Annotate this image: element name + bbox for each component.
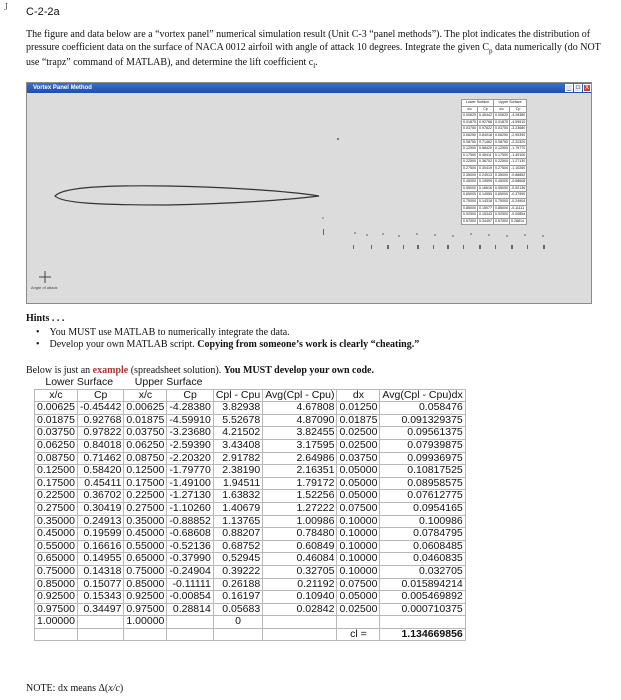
mini-cell: 0.00625 [494, 113, 510, 120]
footnote-c: ) [119, 683, 124, 694]
mini-cell: 0.97500 [462, 218, 478, 225]
table-cell: 0.10000 [337, 515, 380, 528]
table-cell: 0.100986 [380, 515, 465, 528]
table-cell: 0.07500 [337, 502, 380, 515]
mini-cell: 0.92768 [478, 119, 494, 126]
table-cell: 0.36702 [77, 490, 123, 503]
close-icon: X [584, 85, 589, 91]
table-row [35, 540, 466, 553]
table-cell: 0.39222 [213, 565, 262, 578]
mini-row [462, 119, 527, 126]
mini-cell: 0.01875 [462, 119, 478, 126]
table-cell: -0.37990 [167, 553, 213, 566]
table-row [35, 427, 466, 440]
table-cell: 0.02842 [263, 603, 337, 616]
mini-cell: 0.15343 [478, 212, 494, 219]
table-cell: 0.10817525 [380, 465, 465, 478]
table-cell: 0.12500 [124, 465, 167, 478]
mini-cell: -0.68608 [510, 179, 527, 186]
hint-bullet-1: • You MUST use MATLAB to numerically integrate the data. [36, 327, 290, 338]
table-cell: -1.49100 [167, 477, 213, 490]
table-cell: 0.01875 [337, 414, 380, 427]
mini-cell: 0.35000 [494, 172, 510, 179]
table-cell: 0.10000 [337, 565, 380, 578]
mini-cell: 0.45442 [478, 113, 494, 120]
group-header-lower: Lower Surface [45, 376, 114, 388]
table-row [35, 565, 466, 578]
table-cell: 1.40679 [213, 502, 262, 515]
table-row [35, 603, 466, 616]
table-cell: 0.97500 [35, 603, 78, 616]
table-cell: -0.00854 [167, 591, 213, 604]
table-cell: 0.92500 [124, 591, 167, 604]
axis-caption: Angle of attack [31, 285, 58, 290]
table-cell: 0.06250 [35, 439, 78, 452]
table-cell: 1.13765 [213, 515, 262, 528]
table-cell: 0.07500 [337, 578, 380, 591]
corner-mark: J [4, 2, 8, 13]
table-row [35, 528, 466, 541]
mini-cell: 0.65000 [494, 192, 510, 199]
table-cell: 2.38190 [213, 465, 262, 478]
column-header: x/c [124, 389, 167, 402]
mini-row [462, 218, 527, 225]
maximize-icon: □ [574, 84, 582, 92]
mini-cell: 0.08750 [462, 139, 478, 146]
table-cell: -1.27130 [167, 490, 213, 503]
mini-cell: 0.15077 [478, 205, 494, 212]
table-row [35, 439, 466, 452]
mini-row [462, 179, 527, 186]
mini-cell: 0.00625 [462, 113, 478, 120]
table-cell: 0.02500 [337, 427, 380, 440]
mini-row [462, 205, 527, 212]
mini-group-upper: Upper Surface [494, 100, 527, 107]
column-header: Avg(Cpl - Cpu) [263, 389, 337, 402]
hint-bullet-2-b: Copying from someone’s work is clearly “cheating.” [197, 339, 420, 350]
table-cell: 0.14318 [77, 565, 123, 578]
mini-cell: 0.97500 [494, 218, 510, 225]
table-cell: -2.59390 [167, 439, 213, 452]
hint-bullet-2-a: Develop your own MATLAB script. [49, 339, 198, 350]
mini-row [462, 113, 527, 120]
table-cell: 0.55000 [124, 540, 167, 553]
table-cell: 0.55000 [35, 540, 78, 553]
mini-cell: 0.16616 [478, 185, 494, 192]
table-cell: 4.67808 [263, 402, 337, 415]
table-row-last [35, 616, 466, 629]
table-cell: 0.75000 [35, 565, 78, 578]
table-cell: 0.10000 [337, 528, 380, 541]
mini-cell: 0.17500 [462, 152, 478, 159]
table-cell: 0.84018 [77, 439, 123, 452]
cl-label: cl = [337, 628, 380, 641]
footnote-b: x/c [108, 683, 120, 694]
table-cell: -0.52136 [167, 540, 213, 553]
table-cell: 0.45000 [35, 528, 78, 541]
table-cell: 0.058476 [380, 402, 465, 415]
column-header: Avg(Cpl - Cpu)dx [380, 389, 465, 402]
table-row [35, 452, 466, 465]
mini-col-header: x/c [462, 106, 478, 113]
window-titlebar [27, 83, 591, 93]
table-cell: 0.06250 [124, 439, 167, 452]
column-header: Cpl - Cpu [213, 389, 262, 402]
mini-row [462, 126, 527, 133]
table-cell: 1.63832 [213, 490, 262, 503]
table-cell: 0.05000 [337, 465, 380, 478]
mini-cell: -2.20320 [510, 139, 527, 146]
mini-cell: 0.12500 [462, 146, 478, 153]
table-cell: 0.68752 [213, 540, 262, 553]
mini-cell: 0.84018 [478, 132, 494, 139]
mini-cell: 0.08750 [494, 139, 510, 146]
mini-col-header: x/c [494, 106, 510, 113]
table-cell: 0.0954165 [380, 502, 465, 515]
solution-table [34, 377, 466, 641]
table-cell: 1.27222 [263, 502, 337, 515]
mini-cell: 0.58420 [478, 146, 494, 153]
table-cell: 0.21192 [263, 578, 337, 591]
group-header-upper: Upper Surface [134, 376, 203, 388]
table-row [35, 414, 466, 427]
table-cell: 0.16616 [77, 540, 123, 553]
table-cell: 4.87090 [263, 414, 337, 427]
table-cell: 2.64986 [263, 452, 337, 465]
mini-cell: 0.45411 [478, 152, 494, 159]
table-cell: 0.10000 [337, 553, 380, 566]
mini-cell: 0.97822 [478, 126, 494, 133]
table-cell: 0.03750 [337, 452, 380, 465]
mini-cell: 0.85000 [462, 205, 478, 212]
table-cell: 0.01250 [337, 402, 380, 415]
mini-cell: -1.79770 [510, 146, 527, 153]
mini-cell: 0.19599 [478, 179, 494, 186]
table-cell: 0.0608485 [380, 540, 465, 553]
table-row [35, 578, 466, 591]
table-row [35, 515, 466, 528]
table-cell: -3.23680 [167, 427, 213, 440]
hints-title: Hints . . . [26, 313, 65, 324]
table-row [35, 477, 466, 490]
table-cell: 0.85000 [124, 578, 167, 591]
table-cell: 0.05683 [213, 603, 262, 616]
mini-group-lower: Lower Surface [462, 100, 494, 107]
table-cell [77, 616, 123, 629]
column-header: Cp [77, 389, 123, 402]
table-cell: 0.015894214 [380, 578, 465, 591]
mini-cell: -4.59910 [510, 119, 527, 126]
column-header: dx [337, 389, 380, 402]
footnote [26, 683, 123, 694]
mini-cell: 0.06250 [462, 132, 478, 139]
mini-cell: -0.52136 [510, 185, 527, 192]
table-cell: -4.59910 [167, 414, 213, 427]
table-cell: 0.19599 [77, 528, 123, 541]
table-cell: 2.91782 [213, 452, 262, 465]
table-cell: 0.88207 [213, 528, 262, 541]
table-cell: 0.0460835 [380, 553, 465, 566]
mini-cell: 0.34497 [478, 218, 494, 225]
table-cell: -0.88852 [167, 515, 213, 528]
hint-bullet-2: • Develop your own MATLAB script. Copying from someone’s work is clearly “cheating.” [36, 339, 420, 350]
example-note-c: (spreadsheet solution). [128, 365, 224, 376]
table-cell: 0.65000 [124, 553, 167, 566]
table-cell: 0 [213, 616, 262, 629]
mini-cell: 0.17500 [494, 152, 510, 159]
table-cell: 0.22500 [124, 490, 167, 503]
table-cell: -2.20320 [167, 452, 213, 465]
table-cell: 0.30419 [77, 502, 123, 515]
table-cell: 0.10940 [263, 591, 337, 604]
footnote-a: NOTE: dx means Δ( [26, 683, 109, 694]
intro-part-2: data numerically (do NOT use “trapz” command of MATLAB), and determine the lift coefficient c [26, 41, 601, 68]
mini-row [462, 185, 527, 192]
table-cell: 0.92500 [35, 591, 78, 604]
table-cell: 3.82455 [263, 427, 337, 440]
table-cell: 0.091329375 [380, 414, 465, 427]
mini-row [462, 212, 527, 219]
mini-cell: 0.12500 [494, 146, 510, 153]
intro-sub-1: p [488, 46, 493, 55]
table-cell: 0.01875 [35, 414, 78, 427]
example-note-d: You MUST develop your own code. [223, 365, 374, 376]
mini-cell: 0.55000 [462, 185, 478, 192]
table-cell: 0.032705 [380, 565, 465, 578]
table-cell: 0.08750 [124, 452, 167, 465]
example-note [26, 365, 374, 376]
mini-cell: 0.14318 [478, 198, 494, 205]
mini-cell: 0.92500 [462, 212, 478, 219]
intro-sub-2: l [313, 62, 316, 70]
table-cell: 0.24913 [77, 515, 123, 528]
table-cell: 0.000710375 [380, 603, 465, 616]
table-cell: -1.10260 [167, 502, 213, 515]
table-row [35, 553, 466, 566]
mini-cell: 0.85000 [494, 205, 510, 212]
mini-cell: 0.35000 [462, 172, 478, 179]
table-cell: 0.97822 [77, 427, 123, 440]
table-row [35, 502, 466, 515]
mini-cell: -0.24904 [510, 198, 527, 205]
table-cell: 0.12500 [35, 465, 78, 478]
mini-cell: 0.24913 [478, 172, 494, 179]
table-cell: 0.0784795 [380, 528, 465, 541]
mini-cell: 0.92500 [494, 212, 510, 219]
mini-row [462, 132, 527, 139]
table-cell [167, 616, 213, 629]
table-cell: -0.11111 [167, 578, 213, 591]
table-cell: 0.02500 [337, 439, 380, 452]
problem-id: C-2-2a [26, 6, 60, 18]
mini-cell: 0.03750 [494, 126, 510, 133]
table-cell: 1.52256 [263, 490, 337, 503]
mini-cell: -1.10260 [510, 165, 527, 172]
mini-cell: -0.37990 [510, 192, 527, 199]
table-cell: 0.05000 [337, 477, 380, 490]
table-cell: 0.35000 [35, 515, 78, 528]
mini-cell: -1.49100 [510, 152, 527, 159]
table-cell: 0.60849 [263, 540, 337, 553]
table-row [35, 402, 466, 415]
table-cell: 1.79172 [263, 477, 337, 490]
table-cell: -0.45442 [77, 402, 123, 415]
table-cell: 1.00000 [124, 616, 167, 629]
mini-row [462, 146, 527, 153]
table-cell: 0.05000 [337, 490, 380, 503]
mini-cell: 0.27500 [462, 165, 478, 172]
table-cell: 0.27500 [35, 502, 78, 515]
mini-cell: 0.71462 [478, 139, 494, 146]
cl-value: 1.134669856 [380, 628, 465, 641]
mini-cell: -0.88852 [510, 172, 527, 179]
mini-cell: 0.75000 [462, 198, 478, 205]
table-cell: 0.85000 [35, 578, 78, 591]
mini-cell: -0.00854 [510, 212, 527, 219]
table-cell: 0.15343 [77, 591, 123, 604]
table-cell: 0.32705 [263, 565, 337, 578]
intro-part-1: The figure and data below are a “vortex panel” numerical simulation result (Unit C-3 “panel methods”). The plot indicates the distribution of pressure coefficient data on the surface of NACA 0012 airfoil with angle of attack 10 degrees. Integrate the given C [26, 29, 591, 53]
table-cell: 5.52678 [213, 414, 262, 427]
table-cell: 0.58420 [77, 465, 123, 478]
table-cell: -0.24904 [167, 565, 213, 578]
table-cell: 0.92768 [77, 414, 123, 427]
column-header: x/c [35, 389, 78, 402]
table-cell: 0.15077 [77, 578, 123, 591]
table-cell: 0.01875 [124, 414, 167, 427]
mini-row [462, 152, 527, 159]
table-cell: 0.65000 [35, 553, 78, 566]
mini-col-header: Cp [478, 106, 494, 113]
table-cell: 0.17500 [35, 477, 78, 490]
table-cell: 0.45000 [124, 528, 167, 541]
table-cell: -1.79770 [167, 465, 213, 478]
mini-cell: 0.30419 [478, 165, 494, 172]
table-cell: 3.43408 [213, 439, 262, 452]
cp-point [337, 138, 339, 140]
mini-cell: -1.27130 [510, 159, 527, 166]
mini-row [462, 192, 527, 199]
mini-cell: -4.28380 [510, 113, 527, 120]
mini-cell: -0.11111 [510, 205, 527, 212]
table-cell: 2.16351 [263, 465, 337, 478]
table-cell: 0.08958575 [380, 477, 465, 490]
mini-cell: 0.65000 [462, 192, 478, 199]
table-cell: 0.97500 [124, 603, 167, 616]
table-cell: 0.005469892 [380, 591, 465, 604]
mini-col-header: Cp [510, 106, 527, 113]
table-cell: 0.17500 [124, 477, 167, 490]
mini-cell: 0.28814 [510, 218, 527, 225]
table-cell: 0.27500 [124, 502, 167, 515]
table-cell: 3.82938 [213, 402, 262, 415]
table-cell: 0.45411 [77, 477, 123, 490]
table-cell: 0.46084 [263, 553, 337, 566]
table-cell: 0.00625 [35, 402, 78, 415]
table-cell: 0.52945 [213, 553, 262, 566]
cp-point [322, 217, 324, 219]
mini-row [462, 172, 527, 179]
mini-row [462, 159, 527, 166]
table-cell: -0.68608 [167, 528, 213, 541]
table-cell: 4.21502 [213, 427, 262, 440]
table-row [35, 591, 466, 604]
table-cell: 0.09936975 [380, 452, 465, 465]
table-cell: 0.78480 [263, 528, 337, 541]
mini-row [462, 198, 527, 205]
table-cell: 0.02500 [337, 603, 380, 616]
example-note-b: example [92, 365, 129, 376]
table-cell: 0.03750 [35, 427, 78, 440]
table-cell: 0.34497 [77, 603, 123, 616]
mini-cell: -2.59390 [510, 132, 527, 139]
table-cell: 0.10000 [337, 540, 380, 553]
mini-cell: 0.03750 [462, 126, 478, 133]
mini-cell: 0.75000 [494, 198, 510, 205]
table-cell: 0.07939875 [380, 439, 465, 452]
column-header: Cp [167, 389, 213, 402]
mini-cell: 0.06250 [494, 132, 510, 139]
mini-cell: 0.01875 [494, 119, 510, 126]
simulation-screenshot [26, 82, 592, 304]
table-cell: 0.00625 [124, 402, 167, 415]
table-cell: 0.14955 [77, 553, 123, 566]
table-cell: 0.16197 [213, 591, 262, 604]
mini-cell: -3.23680 [510, 126, 527, 133]
minimize-icon: _ [565, 84, 573, 92]
table-row [35, 490, 466, 503]
table-cell: 0.07612775 [380, 490, 465, 503]
mini-cell: 0.55000 [494, 185, 510, 192]
table-cell: 0.09561375 [380, 427, 465, 440]
mini-cell: 0.22500 [494, 159, 510, 166]
example-note-a: Below is just an [26, 365, 93, 376]
table-cell: 1.00000 [35, 616, 78, 629]
table-cell: 0.22500 [35, 490, 78, 503]
intro-part-3: . [315, 57, 318, 68]
problem-statement [26, 29, 611, 73]
table-cell: 1.94511 [213, 477, 262, 490]
mini-cell: 0.36702 [478, 159, 494, 166]
mini-cell: 0.27500 [494, 165, 510, 172]
mini-cell: 0.45000 [494, 179, 510, 186]
table-cell: 0.75000 [124, 565, 167, 578]
table-cell: 0.28814 [167, 603, 213, 616]
table-cell: 0.26188 [213, 578, 262, 591]
mini-cell: 0.45000 [462, 179, 478, 186]
table-cell: 0.05000 [337, 591, 380, 604]
table-cell: 0.71462 [77, 452, 123, 465]
mini-data-table [461, 99, 527, 225]
table-row [35, 465, 466, 478]
table-cell: 0.08750 [35, 452, 78, 465]
hint-bullet-1-text: You MUST use MATLAB to numerically integrate the data. [49, 327, 290, 338]
table-cell: 0.35000 [124, 515, 167, 528]
window-title: Vortex Panel Method [33, 85, 92, 91]
table-cell: 3.17595 [263, 439, 337, 452]
table-cell: -4.28380 [167, 402, 213, 415]
table-cell: 1.00986 [263, 515, 337, 528]
mini-cell: 0.14955 [478, 192, 494, 199]
table-cell: 0.03750 [124, 427, 167, 440]
mini-row [462, 139, 527, 146]
mini-cell: 0.22500 [462, 159, 478, 166]
mini-row [462, 165, 527, 172]
